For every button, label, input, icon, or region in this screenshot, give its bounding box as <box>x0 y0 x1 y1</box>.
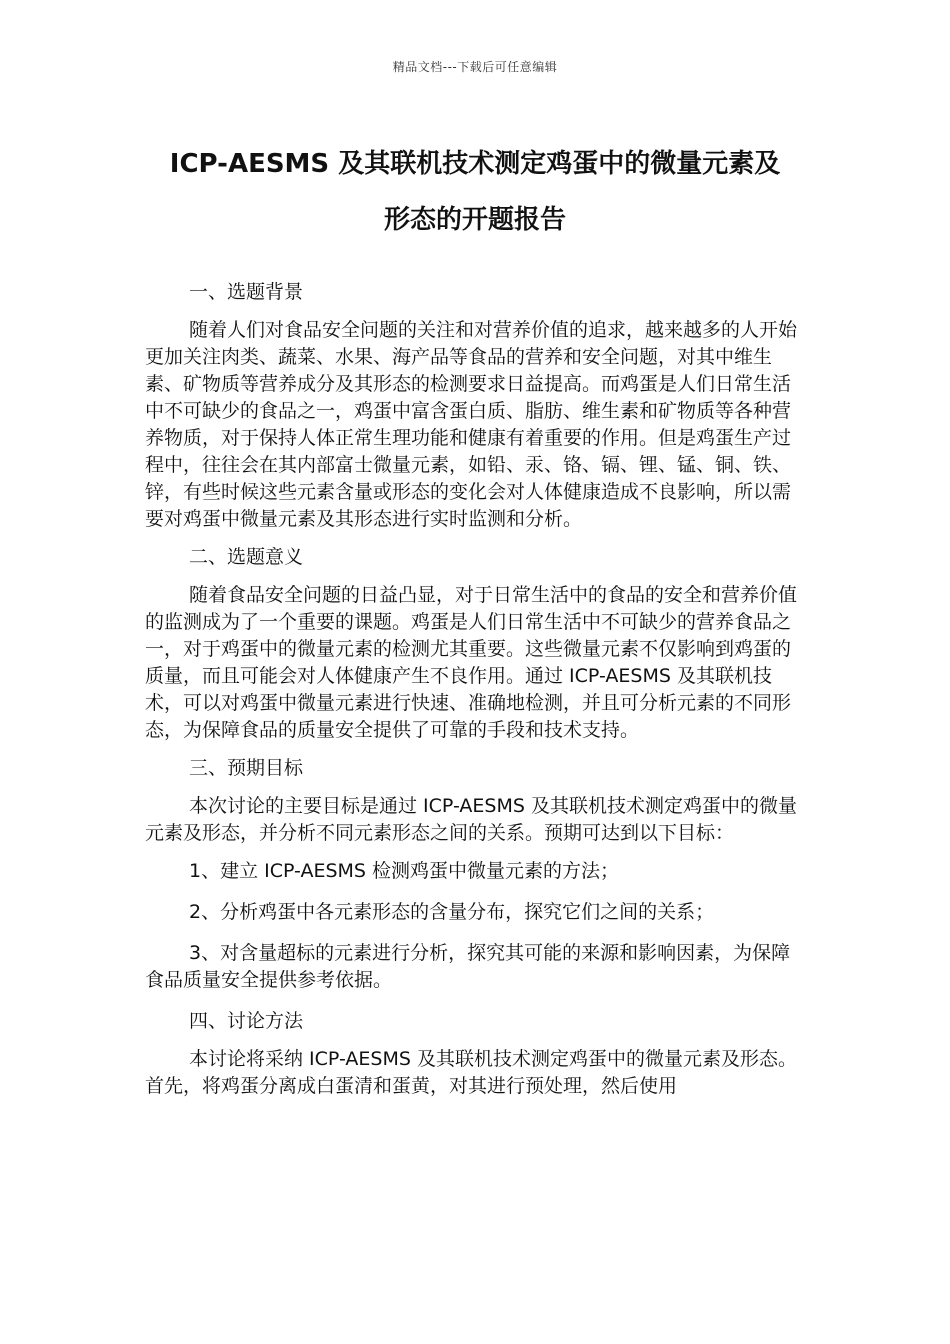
section-paragraph-significance: 随着食品安全问题的日益凸显，对于日常生活中的食品的安全和营养价值的监测成为了一个重要的课题。鸡蛋是人们日常生活中不可缺少的营养食品之一，对于鸡蛋中的微量元素的检测尤其重要。这些微量元素不仅影响到鸡蛋的质量，而且可能会对人体健康产生不良作用。通过 ICP-AESMS 及其联机技术，可以对鸡蛋中微量元素进行快速、准确地检测，并且可分析元素的不同形态，为保障食品的质量安全提供了可靠的手段和技术支持。 <box>145 584 798 741</box>
section-heading-methods: 四、讨论方法 <box>189 1010 304 1032</box>
section-paragraph-goals: 本次讨论的主要目标是通过 ICP-AESMS 及其联机技术测定鸡蛋中的微量元素及形态，并分析不同元素形态之间的关系。预期可达到以下目标： <box>145 795 797 844</box>
section-paragraph-methods: 本讨论将采纳 ICP-AESMS 及其联机技术测定鸡蛋中的微量元素及形态。首先，将鸡蛋分离成白蛋清和蛋黄，对其进行预处理，然后使用 <box>145 1048 797 1097</box>
header-note: 精品文档---下载后可任意编辑 <box>392 60 558 74</box>
section-paragraph-background: 随着人们对食品安全问题的关注和对营养价值的追求，越来越多的人开始更加关注肉类、蔬菜、水果、海产品等食品的营养和安全问题，对其中维生素、矿物质等营养成分及其形态的检测要求日益提高。而鸡蛋是人们日常生活中不可缺少的食品之一，鸡蛋中富含蛋白质、脂肪、维生素和矿物质等各种营养物质，对于保持人体正常生理功能和健康有着重要的作用。但是鸡蛋生产过程中，往往会在其内部富士微量元素，如铅、汞、铬、镉、锂、锰、铜、铁、锌，有些时候这些元素含量或形态的变化会对人体健康造成不良影响，所以需要对鸡蛋中微量元素及其形态进行实时监测和分析。 <box>145 319 798 530</box>
title-line-2: 形态的开题报告 <box>383 205 566 235</box>
goal-item-3: 3、对含量超标的元素进行分析，探究其可能的来源和影响因素，为保障食品质量安全提供参考依据。 <box>145 942 791 991</box>
title-line-1: ICP-AESMS 及其联机技术测定鸡蛋中的微量元素及 <box>169 149 781 179</box>
section-heading-background: 一、选题背景 <box>189 281 304 303</box>
section-heading-significance: 二、选题意义 <box>189 546 304 568</box>
goal-item-1: 1、建立 ICP-AESMS 检测鸡蛋中微量元素的方法； <box>189 860 620 882</box>
goal-item-2: 2、分析鸡蛋中各元素形态的含量分布，探究它们之间的关系； <box>189 901 715 923</box>
section-heading-goals: 三、预期目标 <box>189 757 304 779</box>
document-title <box>120 136 830 248</box>
document-body <box>145 268 807 1111</box>
